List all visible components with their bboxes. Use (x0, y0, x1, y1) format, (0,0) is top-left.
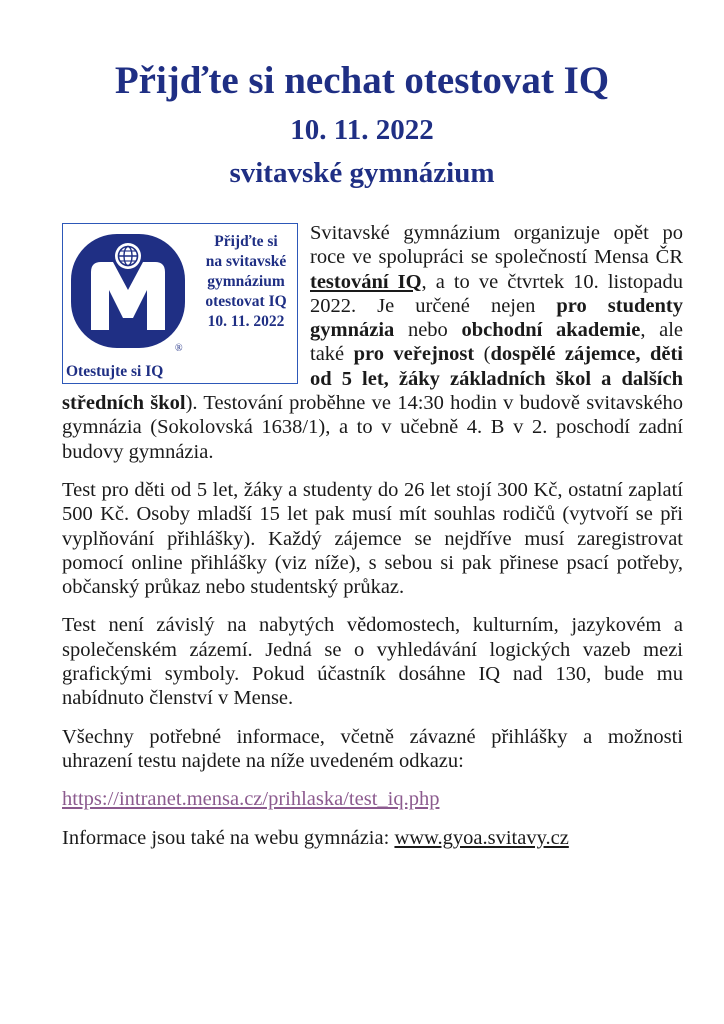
intro-text: nebo (394, 319, 462, 342)
intro-bold: pro studenty gymnázia (310, 294, 683, 342)
intro-text: ). Testování proběhne ve 14:30 hodin v budově svitavského gymnázia (Sokolovská 1638/1), a to v učebně 4. B v 2. poschodí zadní budovy gymnázia. (62, 392, 683, 463)
test-description-paragraph: Test není závislý na nabytých vědomostech, kulturním, jazykovém a společenském zázemí. Jedná se o vyhledávání logických vazeb mezi grafickými symboly. Pokud účastník dosáhne IQ nad 130, bude mu nabídnuto členství v Mense. (62, 614, 683, 710)
logo-line: otestovat IQ (205, 293, 287, 310)
intro-text: Svitavské gymnázium organizuje opět po roce ve spolupráci se společností Mensa ČR (310, 222, 683, 269)
page-title: Přijďte si nechat otestovat IQ (114, 59, 610, 102)
logo-line: Přijďte si (214, 233, 278, 250)
intro-bold: dospělé zájemce, děti od 5 let, žáky základních škol a dalších středních škol (62, 343, 683, 415)
intro-bold: obchodní akademie (461, 319, 641, 342)
pricing-paragraph: Test pro děti od 5 let, žáky a studenty do 26 let stojí 300 Kč, ostatní zaplatí 500 Kč. Osoby mladší 15 let pak musí mít souhlas rodičů (vytvoří se při vyplňování přihlášky). Každý zájemce se nejdříve musí zaregistrovat pomocí online přihlášky (viz níže), s sebou si pak přinese psací potřeby, občanský průkaz nebo studentský průkaz. (62, 478, 683, 599)
mensa-logo-box (62, 223, 298, 384)
intro-paragraph (62, 221, 683, 464)
logo-line: gymnázium (207, 273, 285, 290)
mensa-logo-icon (69, 232, 187, 350)
website-paragraph (62, 826, 683, 850)
logo-invitation-text (191, 232, 301, 332)
link-paragraph (62, 787, 683, 811)
logo-line: na svitavské (205, 253, 287, 270)
registration-info-paragraph: Všechny potřebné informace, včetně závazné přihlášky a možnosti uhrazení testu najdete na níže uvedeném odkazu: (62, 725, 683, 772)
intro-bold: testování IQ (310, 270, 422, 293)
intro-text: , ale také (310, 319, 683, 366)
article-body (62, 221, 683, 864)
event-date: 10. 11. 2022 (290, 114, 434, 146)
intro-bold: pro veřejnost (353, 343, 475, 366)
registered-mark: ® (175, 343, 183, 354)
intro-text: ( (474, 343, 491, 366)
intro-text: , a to ve čtvrtek 10. listopadu 2022. Je určené nejen (310, 270, 683, 317)
registration-link[interactable]: https://intranet.mensa.cz/prihlaska/test_iq.php (62, 788, 440, 811)
event-venue: svitavské gymnázium (229, 157, 495, 189)
school-website-link[interactable]: www.gyoa.svitavy.cz (394, 826, 569, 849)
logo-line: 10. 11. 2022 (207, 313, 285, 330)
website-label: Informace jsou také na webu gymnázia: (62, 826, 395, 849)
logo-caption: Otestujte si IQ (66, 363, 164, 380)
